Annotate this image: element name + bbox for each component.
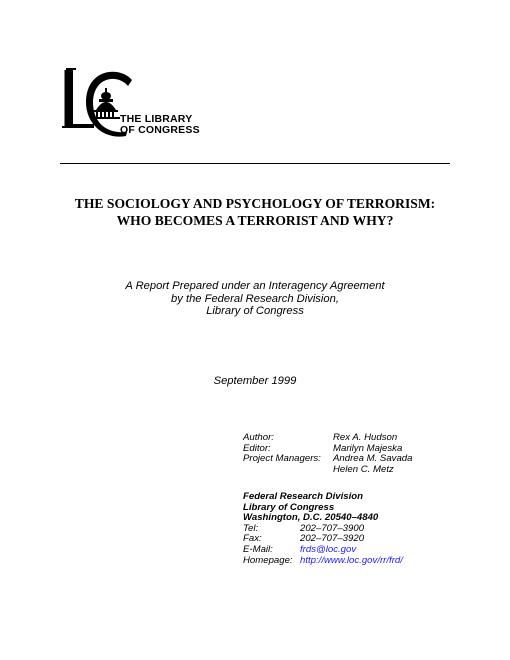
credit-value: Rex A. Hudson	[333, 432, 398, 443]
logo-line-1: THE LIBRARY	[120, 113, 193, 125]
contact-homepage-row	[243, 554, 403, 567]
library-of-congress-logo	[60, 66, 220, 142]
contact-org-line-2: Library of Congress	[243, 501, 335, 513]
report-line-2: by the Federal Research Division,	[171, 292, 339, 305]
homepage-label: Homepage:	[243, 554, 293, 566]
tel-label: Tel:	[243, 522, 259, 534]
title-line-2: WHO BECOMES A TERRORIST AND WHY?	[116, 213, 394, 228]
fax-label: Fax:	[243, 533, 262, 545]
contact-org-line-1: Federal Research Division	[243, 491, 363, 502]
logo-wordmark	[110, 114, 200, 136]
credit-value: Marilyn Majeska	[333, 442, 403, 454]
homepage-link[interactable]: http://www.loc.gov/rr/frd/	[300, 554, 403, 566]
document-title	[40, 195, 470, 229]
credit-value: Helen C. Metz	[333, 463, 394, 475]
publication-date: September 1999	[213, 375, 297, 387]
credit-value: Andrea M. Savada	[333, 453, 413, 464]
tel-value: 202–707–3900	[300, 522, 365, 534]
horizontal-divider	[60, 163, 450, 164]
contact-block	[243, 491, 403, 566]
credit-label: Editor:	[243, 442, 271, 454]
email-label: E-Mail:	[243, 543, 273, 555]
report-line-1: A Report Prepared under an Interagency Agreement	[125, 280, 385, 292]
credit-label: Author:	[243, 432, 274, 443]
credit-label: Project Managers:	[243, 453, 321, 464]
email-link[interactable]: frds@loc.gov	[300, 543, 357, 555]
fax-value: 202–707–3920	[300, 533, 365, 545]
title-line-1: THE SOCIOLOGY AND PSYCHOLOGY OF TERRORISM:	[74, 196, 436, 211]
report-description	[60, 280, 450, 318]
report-line-3: Library of Congress	[206, 305, 304, 317]
contact-address: Washington, D.C. 20540–4840	[243, 512, 379, 524]
logo-line-2: OF CONGRESS	[120, 124, 200, 136]
contact-email-row	[243, 545, 378, 556]
